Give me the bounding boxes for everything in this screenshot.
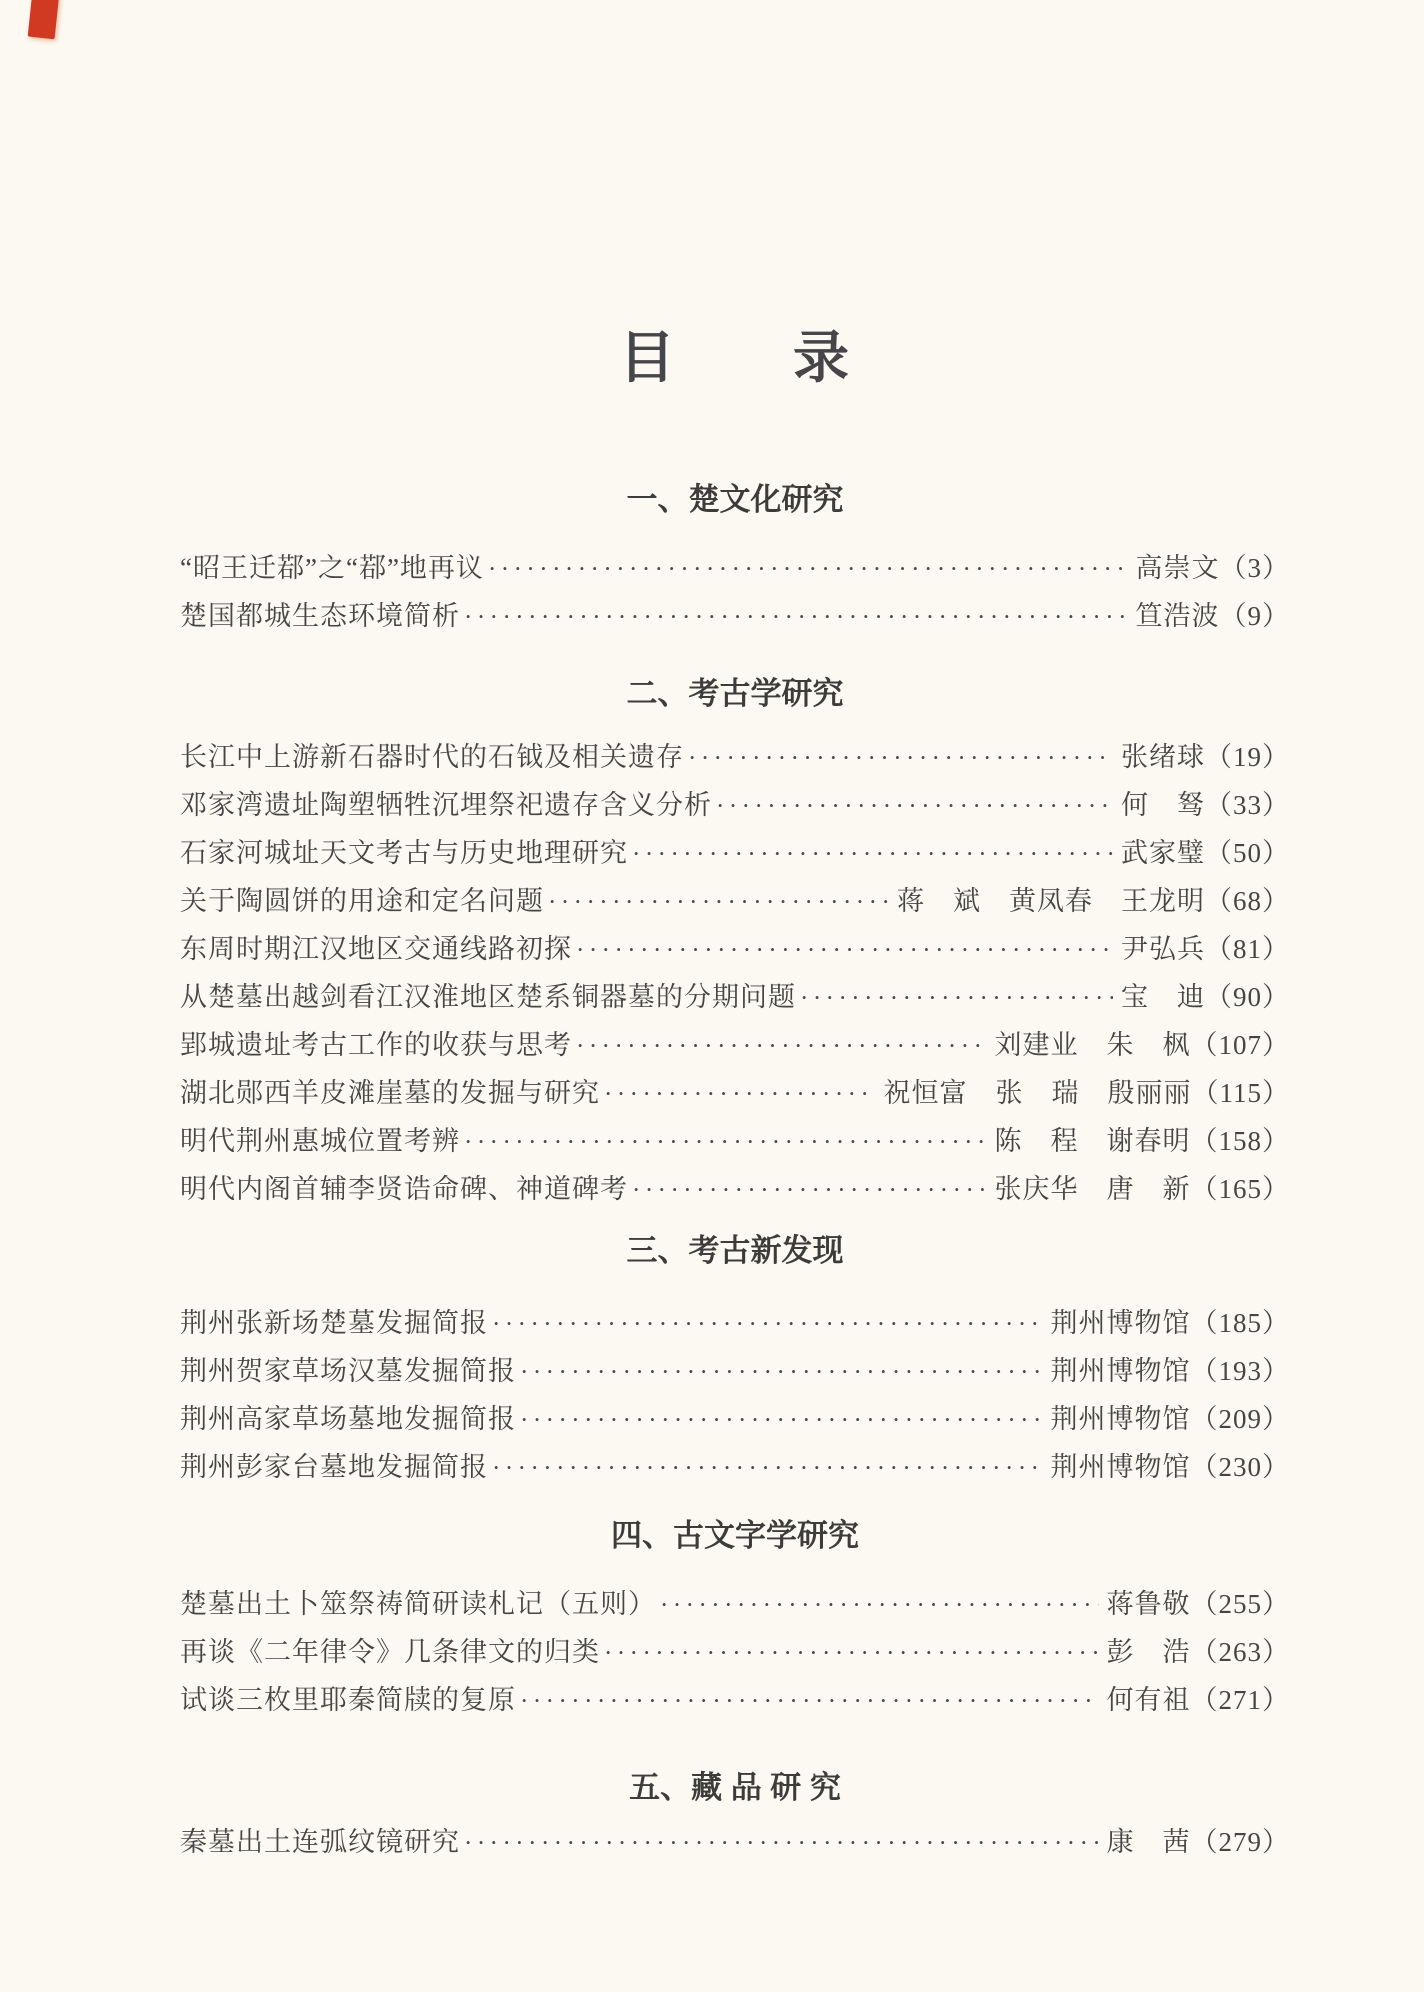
entry-authors-page: 刘建业 朱 枫（107） bbox=[994, 1030, 1290, 1060]
toc-entry bbox=[180, 974, 1290, 1022]
entry-title: 荆州贺家草场汉墓发掘简报 bbox=[180, 1356, 516, 1386]
entry-title: “昭王迁鄀”之“鄀”地再议 bbox=[180, 553, 484, 583]
entry-title: 郢城遗址考古工作的收获与思考 bbox=[180, 1030, 572, 1060]
dot-leader bbox=[632, 1166, 987, 1214]
entry-authors-page: 武家璧（50） bbox=[1121, 838, 1290, 868]
entry-title: 试谈三枚里耶秦简牍的复原 bbox=[180, 1685, 516, 1715]
entry-title: 秦墓出土连弧纹镜研究 bbox=[180, 1827, 460, 1857]
dot-leader bbox=[488, 545, 1128, 593]
section-heading: 四、古文字学研究 bbox=[611, 1518, 859, 1553]
section-new-discoveries bbox=[180, 1234, 1290, 1492]
dot-leader bbox=[520, 1677, 1099, 1725]
entry-authors-page: 荆州博物馆（193） bbox=[1050, 1356, 1290, 1386]
dot-leader bbox=[632, 830, 1113, 878]
dot-leader bbox=[492, 1444, 1043, 1492]
toc-entry bbox=[180, 830, 1290, 878]
toc-entry bbox=[180, 1819, 1290, 1867]
entry-authors-page: 张绪球（19） bbox=[1121, 742, 1290, 772]
entry-authors-page: 荆州博物馆（209） bbox=[1050, 1404, 1290, 1434]
section-archaeology-research bbox=[180, 677, 1290, 1214]
dot-leader bbox=[520, 1396, 1043, 1444]
toc-entry bbox=[180, 593, 1290, 641]
dot-leader bbox=[492, 1300, 1043, 1348]
toc-entry bbox=[180, 878, 1290, 926]
entry-authors-page: 荆州博物馆（185） bbox=[1050, 1308, 1290, 1338]
dot-leader bbox=[604, 1629, 1099, 1677]
entry-authors-page: 何 驽（33） bbox=[1121, 790, 1290, 820]
section-heading: 一、楚文化研究 bbox=[626, 482, 844, 517]
entry-authors-page: 彭 浩（263） bbox=[1106, 1637, 1290, 1667]
entry-authors-page: 祝恒富 张 瑞 殷丽丽（115） bbox=[883, 1078, 1290, 1108]
entry-list bbox=[180, 1819, 1290, 1867]
entry-title: 荆州高家草场墓地发掘简报 bbox=[180, 1404, 516, 1434]
dot-leader bbox=[464, 593, 1128, 641]
entry-title: 长江中上游新石器时代的石钺及相关遗存 bbox=[180, 742, 684, 772]
entry-authors-page: 笪浩波（9） bbox=[1135, 601, 1290, 631]
page-title: 目 录 bbox=[619, 328, 851, 390]
entry-title: 荆州张新场楚墓发掘简报 bbox=[180, 1308, 488, 1338]
section-collection-research bbox=[180, 1771, 1290, 1867]
entry-title: 湖北郧西羊皮滩崖墓的发掘与研究 bbox=[180, 1078, 600, 1108]
entry-authors-page: 尹弘兵（81） bbox=[1121, 934, 1290, 964]
dot-leader bbox=[464, 1118, 987, 1166]
entry-title: 楚国都城生态环境简析 bbox=[180, 601, 460, 631]
dot-leader bbox=[660, 1581, 1099, 1629]
entry-list bbox=[180, 1581, 1290, 1725]
entry-list bbox=[180, 734, 1290, 1214]
entry-title: 关于陶圆饼的用途和定名问题 bbox=[180, 886, 544, 916]
entry-title: 楚墓出土卜筮祭祷简研读札记（五则） bbox=[180, 1589, 656, 1619]
entry-title: 邓家湾遗址陶塑牺牲沉埋祭祀遗存含义分析 bbox=[180, 790, 712, 820]
section-heading: 二、考古学研究 bbox=[626, 676, 844, 711]
dot-leader bbox=[548, 878, 889, 926]
dot-leader bbox=[688, 734, 1113, 782]
dot-leader bbox=[464, 1819, 1099, 1867]
entry-authors-page: 宝 迪（90） bbox=[1121, 982, 1290, 1012]
dot-leader bbox=[716, 782, 1113, 830]
toc-entry bbox=[180, 1166, 1290, 1214]
entry-authors-page: 荆州博物馆（230） bbox=[1050, 1452, 1290, 1482]
toc-entry bbox=[180, 545, 1290, 593]
dot-leader bbox=[576, 926, 1113, 974]
toc-entry bbox=[180, 1581, 1290, 1629]
toc-entry bbox=[180, 1022, 1290, 1070]
entry-title: 明代内阁首辅李贤诰命碑、神道碑考 bbox=[180, 1174, 628, 1204]
entry-authors-page: 张庆华 唐 新（165） bbox=[994, 1174, 1290, 1204]
entry-authors-page: 蒋鲁敬（255） bbox=[1106, 1589, 1290, 1619]
dot-leader bbox=[520, 1348, 1043, 1396]
entry-authors-page: 蒋 斌 黄凤春 王龙明（68） bbox=[897, 886, 1290, 916]
toc-entry bbox=[180, 1677, 1290, 1725]
section-heading: 五、藏 品 研 究 bbox=[629, 1770, 841, 1805]
entry-title: 东周时期江汉地区交通线路初探 bbox=[180, 934, 572, 964]
toc-entry bbox=[180, 1444, 1290, 1492]
entry-list bbox=[180, 1300, 1290, 1492]
toc-entry bbox=[180, 1396, 1290, 1444]
section-paleography-research bbox=[180, 1519, 1290, 1725]
toc-entry bbox=[180, 782, 1290, 830]
entry-list bbox=[180, 545, 1290, 641]
toc-entry bbox=[180, 1070, 1290, 1118]
entry-authors-page: 康 茜（279） bbox=[1106, 1827, 1290, 1857]
entry-title: 荆州彭家台墓地发掘简报 bbox=[180, 1452, 488, 1482]
toc-entry bbox=[180, 926, 1290, 974]
entry-title: 从楚墓出越剑看江汉淮地区楚系铜器墓的分期问题 bbox=[180, 982, 796, 1012]
scan-artifact bbox=[28, 0, 60, 39]
dot-leader bbox=[800, 974, 1113, 1022]
section-chu-culture-research bbox=[180, 483, 1290, 641]
toc-entry bbox=[180, 1629, 1290, 1677]
entry-authors-page: 高崇文（3） bbox=[1135, 553, 1290, 583]
entry-authors-page: 何有祖（271） bbox=[1106, 1685, 1290, 1715]
toc-entry bbox=[180, 734, 1290, 782]
entry-title: 明代荆州惠城位置考辨 bbox=[180, 1126, 460, 1156]
entry-authors-page: 陈 程 谢春明（158） bbox=[994, 1126, 1290, 1156]
entry-title: 石家河城址天文考古与历史地理研究 bbox=[180, 838, 628, 868]
toc-entry bbox=[180, 1118, 1290, 1166]
toc-entry bbox=[180, 1348, 1290, 1396]
toc-entry bbox=[180, 1300, 1290, 1348]
section-heading: 三、考古新发现 bbox=[626, 1233, 844, 1268]
entry-title: 再谈《二年律令》几条律文的归类 bbox=[180, 1637, 600, 1667]
dot-leader bbox=[576, 1022, 987, 1070]
dot-leader bbox=[604, 1070, 876, 1118]
